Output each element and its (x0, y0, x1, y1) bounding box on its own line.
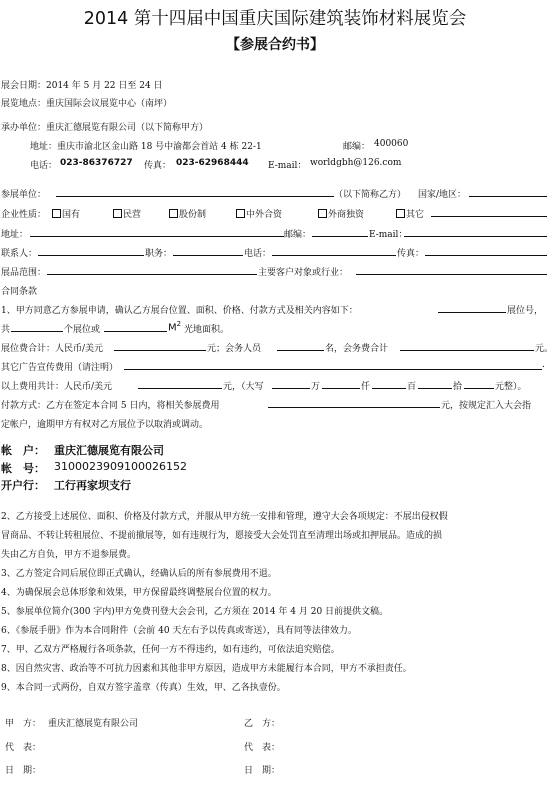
phone: 023-86376727 (60, 158, 133, 168)
checkbox[interactable] (113, 209, 122, 218)
nature-option-foreign[interactable]: 外商独资 (318, 207, 364, 220)
term-2-line-1: 2、乙方接受上述展位、面积、价格及付款方式，并服从甲方统一安排和管理，遵守大会各项规定：不展出侵权假 (1, 512, 448, 522)
fax-label: 传真： (144, 161, 172, 171)
booth-count-suffix: 个展位或 (64, 325, 101, 335)
party-a-rep-label: 代 表： (5, 743, 42, 753)
term-5: 5、参展单位简介(300 字内)甲方免费刊登大会会刊，乙方须在 2014 年 4 月 20 日前提供文稿。 (1, 607, 389, 617)
checkbox[interactable] (396, 209, 405, 218)
zip-label: 邮编： (284, 230, 312, 240)
term-2-line-2: 冒商品、不转让转租展位、不提前撤展等，如有违规行为，愿接受大会处罚直至清理出场或扣押展品。造成的损 (1, 531, 443, 541)
ad-fee-field[interactable] (124, 360, 542, 370)
party-b-date-label: 日 期： (244, 766, 281, 776)
total-field[interactable] (138, 379, 222, 389)
form-fax-label: 传真： (397, 249, 425, 259)
tel-field[interactable] (272, 246, 396, 256)
party-a-date-label: 日 期： (5, 766, 42, 776)
email-label: E-mail： (268, 161, 307, 171)
party-a-name: 重庆汇德展览有限公司 (48, 719, 139, 729)
nature-other-field[interactable] (431, 207, 547, 217)
checkbox[interactable] (169, 209, 178, 218)
scope-field[interactable] (47, 265, 257, 275)
nature-option-joint-stock[interactable]: 股份制 (169, 207, 206, 220)
party-b-rep-label: 代 表： (244, 743, 281, 753)
nature-label: 企业性质： (1, 210, 47, 220)
fax-field[interactable] (425, 246, 547, 256)
unit-yuan: 元整）。 (495, 382, 527, 392)
position-label: 职务： (145, 249, 173, 259)
clients-field[interactable] (356, 265, 547, 275)
meeting-fee-suffix: 元。 (535, 344, 553, 354)
account-holder-label: 帐 户： (1, 444, 45, 457)
nature-option-other[interactable]: 其它 (396, 207, 424, 220)
address-field[interactable] (30, 227, 284, 237)
organizer-address: 地址：重庆市渝北区金山路 18 号中渝都会首站 4 栋 22-1 (30, 142, 262, 152)
total-wan-field[interactable] (272, 379, 310, 389)
checkbox[interactable] (318, 209, 327, 218)
total-qian-field[interactable] (322, 379, 360, 389)
area-field[interactable] (104, 322, 167, 332)
clause-1: 1、甲方同意乙方参展申请，确认乙方展台位置、面积、价格、付款方式及相关内容如下： (1, 306, 358, 316)
total-shi-field[interactable] (418, 379, 452, 389)
booth-count-field[interactable] (11, 322, 63, 332)
bank-label: 开户行： (1, 479, 45, 492)
page-title: 2014 第十四届中国重庆国际建筑装饰材料展览会 (83, 9, 467, 29)
contract-heading: 合同条款 (1, 287, 38, 297)
term-3: 3、乙方签定合同后展位即正式确认，经确认后的所有参展费用不退。 (1, 569, 277, 579)
contact-label: 联系人： (1, 249, 38, 259)
bank-name: 工行再家坝支行 (54, 479, 131, 492)
staff-label: 元；会务人员 (207, 344, 262, 354)
party-b-label: 乙 方： (244, 719, 281, 729)
party-a-label: 甲 方： (5, 719, 42, 729)
booth-fee-label: 展位费合计：人民币/美元 (1, 344, 104, 354)
term-6: 6、《参展手册》作为本合同附件（会前 40 天左右予以传真或寄送），具有同等法律效力。 (1, 626, 357, 636)
booth-count-prefix: 共 (1, 325, 11, 335)
nature-option-sino-foreign[interactable]: 中外合资 (236, 207, 282, 220)
contact-field[interactable] (38, 246, 144, 256)
unit-qian: 仟 (361, 382, 371, 392)
form-email-label: E-mail： (369, 230, 408, 240)
exhibitor-field[interactable] (56, 187, 334, 197)
meeting-fee-label: 名，会务费合计 (325, 344, 389, 354)
unit-shi: 拾 (453, 382, 463, 392)
account-number-label: 帐 号： (1, 462, 45, 475)
checkbox[interactable] (52, 209, 61, 218)
organizer: 承办单位：重庆汇德展览有限公司（以下简称甲方） (1, 123, 209, 133)
nature-option-private[interactable]: 民营 (113, 207, 141, 220)
page-subtitle: 【参展合约书】 (226, 37, 324, 53)
area-suffix: 光地面积。 (184, 325, 230, 335)
exhibition-venue: 展览地点：重庆国际会议展览中心（南坪） (1, 99, 173, 109)
total-capital-label: 元，（大写 (223, 382, 264, 392)
total-yuan-field[interactable] (464, 379, 494, 389)
booth-fee-field[interactable] (114, 341, 206, 351)
email: worldgbh@126.com (310, 158, 402, 168)
clients-label: 主要客户对象或行业： (258, 268, 349, 278)
phone-label: 电话： (30, 161, 58, 171)
term-9: 9、本合同一式两份，自双方签字盖章（传真）生效，甲、乙各执壹份。 (1, 683, 286, 693)
tel-label: 电话： (244, 249, 272, 259)
payment-method: 付款方式：乙方在签定本合同 5 日内，将相关参展费用 (1, 401, 220, 411)
total-label: 以上费用共计：人民币/美元 (1, 382, 113, 392)
meeting-fee-field[interactable] (400, 341, 534, 351)
email-field[interactable] (404, 227, 547, 237)
exhibition-dates: 展会日期：2014 年 5 月 22 日至 24 日 (1, 81, 163, 91)
area-unit: $M^2$ (168, 320, 182, 334)
checkbox[interactable] (236, 209, 245, 218)
payment-amount-field[interactable] (268, 398, 440, 408)
scope-label: 展品范围： (1, 268, 47, 278)
postcode: 400060 (374, 139, 409, 149)
payment-method-2: 元，按规定汇入大会指 (441, 401, 532, 411)
ad-fee-end: . (542, 360, 545, 370)
payment-method-3: 定帐户，逾期甲方有权对乙方展位予以取消或调动。 (1, 420, 209, 430)
fax: 023-62968444 (176, 158, 249, 168)
exhibitor-label: 参展单位： (1, 190, 47, 200)
unit-bai: 百 (407, 382, 417, 392)
unit-wan: 万 (311, 382, 321, 392)
ad-fee-label: 其它广告宣传费用（请注明） (1, 363, 119, 373)
address-label: 地址： (1, 230, 29, 240)
account-holder: 重庆汇德展览有限公司 (54, 444, 164, 457)
booth-number-label: 展位号， (507, 306, 544, 316)
term-8: 8、因自然灾害、政治等不可抗力因素和其他非甲方原因，造成甲方未能履行本合同，甲方不承担责任。 (1, 664, 412, 674)
account-number: 310002390910002615​2 (54, 460, 187, 473)
nature-option-state[interactable]: 国有 (52, 207, 80, 220)
exhibitor-note: （以下简称乙方） (334, 190, 407, 200)
staff-count-field[interactable] (277, 341, 324, 351)
region-label: 国家/地区： (418, 190, 467, 200)
postcode-label: 邮编： (343, 142, 371, 152)
term-2-line-3: 失由乙方自负，甲方不退参展费。 (1, 550, 137, 560)
region-field[interactable] (469, 187, 547, 197)
booth-number-field[interactable] (438, 303, 506, 313)
zip-field[interactable] (312, 227, 368, 237)
total-bai-field[interactable] (372, 379, 406, 389)
position-field[interactable] (173, 246, 243, 256)
term-7: 7、甲、乙双方严格履行各项条款，任何一方不得违约，如有违约，可依法追究赔偿。 (1, 645, 340, 655)
term-4: 4、为确保展会总体形象和效果，甲方保留最终调整展台位置的权力。 (1, 588, 277, 598)
